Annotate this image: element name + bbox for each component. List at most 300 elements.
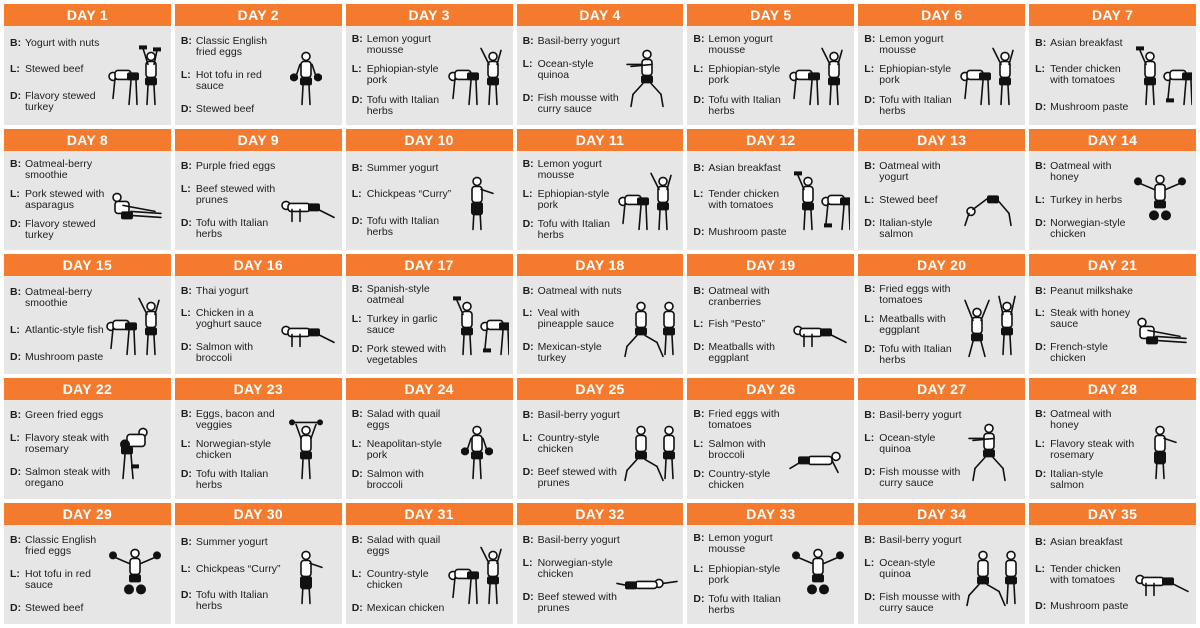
dinner-row [352,344,456,366]
day-card [687,378,854,499]
day-card [687,4,854,125]
lunch-row [10,325,114,336]
lunch-row [352,64,456,86]
lunch-key: L: [10,568,20,581]
lunch-row [1035,195,1139,206]
breakfast-row [352,284,456,306]
day-body [346,151,513,250]
day-card [517,4,684,125]
breakfast-key: B: [10,157,22,170]
day-body [4,525,171,624]
lunch-row [864,433,968,455]
breakfast-text: Asian breakfast [708,161,781,174]
breakfast-row [181,537,285,548]
breakfast-key: B: [693,532,705,545]
lunch-text: Ephiopian-style pork [537,188,610,212]
meal-list [181,155,285,246]
lunch-key: L: [522,57,533,70]
breakfast-key: B: [10,534,22,547]
lunch-key: L: [351,568,362,581]
day-header: DAY 19 [687,254,854,276]
breakfast-text: Lemon yogurt mousse [366,33,431,57]
day-card [517,254,684,375]
meal-list [523,529,627,620]
dinner-row [693,95,797,117]
dinner-key: D: [10,602,22,615]
day-card [858,4,1025,125]
lunch-key: L: [1035,193,1046,206]
lunch-text: Neapolitan-style pork [366,437,442,461]
lunch-text: Tender chicken with tomatoes [708,188,780,212]
day-header: DAY 31 [346,503,513,525]
dinner-key: D: [180,341,192,354]
dinner-text: Fish mousse with curry sauce [879,466,961,490]
meal-list [10,155,114,246]
day-header: DAY 15 [4,254,171,276]
meal-list [693,155,797,246]
dinner-text: Salmon with broccoli [366,468,424,492]
day-card [4,378,171,499]
dinner-row [181,469,285,491]
day-header: DAY 17 [346,254,513,276]
lunch-text: Flavory steak with rosemary [25,432,110,456]
day-body [1029,400,1196,499]
day-header: DAY 25 [517,378,684,400]
dinner-text: Fish mousse with curry sauce [537,91,619,115]
meal-list [352,404,456,495]
breakfast-key: B: [1035,284,1047,297]
day-card [4,503,171,624]
dinner-text: Pork stewed with vegetables [366,343,447,367]
breakfast-row [864,535,968,546]
day-header: DAY 13 [858,129,1025,151]
breakfast-text: Oatmeal-berry smoothie [25,286,93,310]
lunch-text: Country-style chicken [366,568,429,592]
breakfast-text: Classic English fried eggs [195,34,268,58]
lunch-text: Ephiopian-style pork [708,562,781,586]
dinner-key: D: [522,466,534,479]
dinner-text: Tofu with Italian herbs [708,93,781,117]
day-header: DAY 3 [346,4,513,26]
lunch-row [864,195,968,206]
day-body [4,151,171,250]
dinner-text: Tofu with Italian herbs [195,468,269,492]
lunch-row [181,439,285,461]
meal-list [181,529,285,620]
breakfast-row [693,533,797,555]
breakfast-key: B: [693,284,705,297]
breakfast-key: B: [693,33,705,46]
breakfast-key: B: [10,409,22,422]
breakfast-row [181,286,285,297]
day-card [1029,4,1196,125]
dinner-key: D: [1035,468,1047,481]
breakfast-key: B: [351,161,363,174]
breakfast-key: B: [864,409,876,422]
breakfast-text: Summer yogurt [195,535,268,548]
dinner-text: Tofu with Italian herbs [708,592,781,616]
dinner-row [10,91,114,113]
breakfast-row [523,410,627,421]
lunch-key: L: [180,68,191,81]
dinner-text: Mexican-style turkey [537,341,602,365]
lunch-row [10,433,114,455]
day-body [517,276,684,375]
lunch-text: Ocean-style quinoa [879,432,936,456]
lunch-key: L: [180,182,191,195]
day-card [687,129,854,250]
breakfast-text: Oatmeal with cranberries [708,284,770,308]
lunch-key: L: [693,318,704,331]
day-body [175,400,342,499]
lunch-row [1035,308,1139,330]
day-card [858,129,1025,250]
day-body [346,400,513,499]
day-header: DAY 21 [1029,254,1196,276]
breakfast-text: Asian breakfast [1050,535,1123,548]
day-card [1029,254,1196,375]
breakfast-row [1035,537,1139,548]
lunch-row [352,569,456,591]
day-header: DAY 11 [517,129,684,151]
lunch-row [181,564,285,575]
day-header: DAY 28 [1029,378,1196,400]
lunch-key: L: [1035,562,1046,575]
meal-list [1035,404,1139,495]
breakfast-text: Yogurt with nuts [25,36,100,49]
lunch-row [523,308,627,330]
dinner-row [10,467,114,489]
day-card [517,503,684,624]
day-header: DAY 18 [517,254,684,276]
lunch-text: Turkey in herbs [1050,193,1123,206]
day-header: DAY 27 [858,378,1025,400]
meal-list [523,404,627,495]
lunch-row [693,64,797,86]
breakfast-row [693,409,797,431]
meal-list [352,30,456,121]
lunch-row [10,189,114,211]
day-header: DAY 8 [4,129,171,151]
day-header: DAY 24 [346,378,513,400]
dinner-text: French-style chicken [1050,341,1108,365]
day-body [687,525,854,624]
day-header: DAY 22 [4,378,171,400]
lunch-text: Norwegian-style chicken [195,437,272,461]
day-body [175,26,342,125]
day-header: DAY 6 [858,4,1025,26]
dinner-row [1035,601,1139,612]
dinner-row [352,95,456,117]
day-card [346,378,513,499]
meal-list [864,404,968,495]
lunch-text: Steak with honey sauce [1050,307,1131,331]
dinner-row [523,467,627,489]
dinner-row [693,342,797,364]
dinner-key: D: [351,343,363,356]
dinner-text: Italian-style salmon [1050,468,1104,492]
day-header: DAY 12 [687,129,854,151]
lunch-row [693,439,797,461]
breakfast-text: Salad with quail eggs [366,407,441,431]
lunch-row [181,184,285,206]
dinner-text: Flavory stewed turkey [25,218,96,242]
lunch-text: Chicken in a yoghurt sauce [195,307,262,331]
day-header: DAY 29 [4,503,171,525]
day-body [1029,525,1196,624]
lunch-key: L: [864,63,875,76]
day-card [175,4,342,125]
day-card [687,254,854,375]
dinner-row [523,592,627,614]
breakfast-key: B: [10,286,22,299]
dinner-key: D: [10,350,22,363]
breakfast-row [10,38,114,49]
breakfast-key: B: [1035,159,1047,172]
day-card [1029,129,1196,250]
lunch-key: L: [180,437,191,450]
dinner-key: D: [693,341,705,354]
dinner-row [864,592,968,614]
breakfast-row [864,161,968,183]
lunch-text: Salmon with broccoli [708,437,766,461]
day-body [175,151,342,250]
dinner-text: Tofu with Italian herbs [366,214,440,238]
day-header: DAY 9 [175,129,342,151]
lunch-text: Tender chicken with tomatoes [1050,562,1121,586]
lunch-key: L: [10,188,20,201]
lunch-key: L: [351,437,362,450]
lunch-key: L: [180,562,191,575]
day-header: DAY 23 [175,378,342,400]
dinner-key: D: [180,468,192,481]
day-body [175,525,342,624]
day-card [858,254,1025,375]
breakfast-key: B: [693,407,705,420]
day-card [346,254,513,375]
breakfast-key: B: [864,33,876,46]
breakfast-text: Spanish-style oatmeal [366,282,430,306]
lunch-row [352,189,456,200]
lunch-key: L: [693,188,704,201]
breakfast-text: Asian breakfast [1050,36,1123,49]
dinner-row [693,594,797,616]
meal-list [1035,155,1139,246]
dinner-row [352,603,456,614]
day-header: DAY 20 [858,254,1025,276]
dinner-row [1035,102,1139,113]
dinner-text: Mushroom paste [1050,600,1129,613]
lunch-row [864,314,968,336]
dinner-key: D: [864,466,876,479]
breakfast-text: Fried eggs with tomatoes [708,407,780,431]
dinner-row [352,216,456,238]
breakfast-text: Thai yogurt [195,284,249,297]
dinner-key: D: [10,89,22,102]
lunch-key: L: [10,63,20,76]
breakfast-key: B: [10,36,22,49]
day-header: DAY 2 [175,4,342,26]
day-header: DAY 7 [1029,4,1196,26]
meal-list [10,404,114,495]
dinner-text: Tofu with Italian herbs [879,93,952,117]
breakfast-text: Oatmeal with nuts [537,284,622,297]
dinner-row [523,342,627,364]
dinner-text: Salmon with broccoli [195,341,254,365]
meal-list [181,404,285,495]
lunch-text: Flavory steak with rosemary [1050,437,1135,461]
dinner-text: Mexican chicken [366,602,445,615]
breakfast-key: B: [522,34,534,47]
breakfast-key: B: [693,161,705,174]
lunch-key: L: [10,323,20,336]
meal-list [693,529,797,620]
dinner-text: Beef stewed with prunes [537,591,617,615]
day-card [346,129,513,250]
breakfast-row [523,286,627,297]
breakfast-row [693,286,797,308]
day-body [687,151,854,250]
dinner-row [181,590,285,612]
day-header: DAY 14 [1029,129,1196,151]
breakfast-key: B: [180,284,192,297]
day-body [858,151,1025,250]
lunch-text: Stewed beef [25,63,84,76]
dinner-row [181,218,285,240]
lunch-key: L: [522,188,533,201]
day-body [346,276,513,375]
breakfast-key: B: [522,409,534,422]
day-card [4,254,171,375]
day-card [1029,503,1196,624]
breakfast-row [693,34,797,56]
lunch-text: Pork stewed with asparagus [25,188,105,212]
lunch-text: Meatballs with eggplant [879,312,946,336]
dinner-key: D: [864,216,876,229]
meal-list [1035,529,1139,620]
breakfast-text: Salad with quail eggs [366,534,441,558]
lunch-key: L: [522,307,533,320]
meal-list [10,280,114,371]
dinner-key: D: [1035,100,1047,113]
lunch-row [523,189,627,211]
lunch-text: Ephiopian-style pork [366,63,439,87]
lunch-text: Turkey in garlic sauce [366,312,438,336]
breakfast-row [523,535,627,546]
breakfast-text: Oatmeal-berry smoothie [25,157,93,181]
meal-list [1035,280,1139,371]
meal-list [181,280,285,371]
dinner-key: D: [864,343,876,356]
dinner-key: D: [180,102,192,115]
meal-list [693,30,797,121]
day-header: DAY 35 [1029,503,1196,525]
dinner-text: Flavory stewed turkey [25,89,96,113]
breakfast-key: B: [864,282,876,295]
lunch-key: L: [522,432,533,445]
lunch-text: Norwegian-style chicken [537,557,613,581]
dinner-key: D: [522,91,534,104]
meal-list [181,30,285,121]
dinner-row [864,218,968,240]
breakfast-row [1035,286,1139,297]
dinner-key: D: [693,93,705,106]
meal-list [693,404,797,495]
lunch-key: L: [864,432,875,445]
lunch-key: L: [180,307,191,320]
dinner-row [10,219,114,241]
lunch-key: L: [351,312,362,325]
dinner-text: Mushroom paste [25,350,104,363]
meal-list [864,280,968,371]
day-header: DAY 16 [175,254,342,276]
day-card [175,503,342,624]
meal-list [864,155,968,246]
dinner-key: D: [522,218,534,231]
dinner-row [1035,469,1139,491]
day-header: DAY 5 [687,4,854,26]
breakfast-row [181,409,285,431]
day-header: DAY 33 [687,503,854,525]
lunch-key: L: [864,557,875,570]
lunch-row [10,64,114,75]
meal-list [1035,30,1139,121]
lunch-row [1035,439,1139,461]
dinner-key: D: [522,341,534,354]
day-header: DAY 10 [346,129,513,151]
dinner-key: D: [180,589,192,602]
lunch-key: L: [693,63,704,76]
breakfast-key: B: [180,535,192,548]
day-body [4,400,171,499]
lunch-key: L: [351,63,362,76]
dinner-key: D: [522,591,534,604]
dinner-row [352,469,456,491]
lunch-key: L: [864,193,875,206]
lunch-text: Ephiopian-style pork [708,63,781,87]
lunch-row [864,558,968,580]
breakfast-row [10,535,114,557]
breakfast-text: Basil-berry yogurt [537,534,620,547]
lunch-row [693,319,797,330]
breakfast-row [10,287,114,309]
meal-list [352,155,456,246]
lunch-text: Tender chicken with tomatoes [1050,63,1121,87]
lunch-row [693,564,797,586]
day-body [517,26,684,125]
day-card [517,129,684,250]
dinner-row [864,95,968,117]
lunch-text: Fish “Pesto” [708,318,766,331]
day-body [687,26,854,125]
dinner-key: D: [351,214,363,227]
day-header: DAY 30 [175,503,342,525]
meal-list [864,529,968,620]
breakfast-text: Oatmeal with honey [1050,407,1112,431]
dinner-row [10,352,114,363]
lunch-row [181,308,285,330]
lunch-row [352,439,456,461]
lunch-row [1035,564,1139,586]
breakfast-key: B: [1035,535,1047,548]
dinner-row [10,603,114,614]
meal-list [523,280,627,371]
lunch-text: Chickpeas “Curry” [195,562,281,575]
dinner-row [693,469,797,491]
dinner-key: D: [351,468,363,481]
lunch-row [1035,64,1139,86]
breakfast-key: B: [522,284,534,297]
